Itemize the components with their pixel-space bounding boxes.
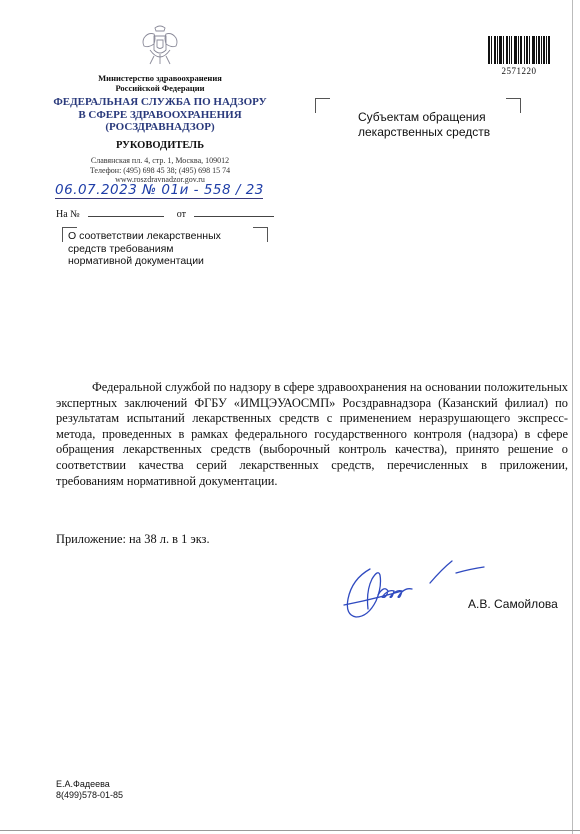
signer-name: А.В. Самойлова [468, 597, 558, 611]
subject-line: О соответствии лекарственных [68, 230, 221, 242]
subject-line: нормативной документации [68, 255, 204, 267]
executor-name: Е.А.Фадеева [56, 779, 110, 789]
attachment-note: Приложение: на 38 л. в 1 экз. [56, 532, 210, 546]
ministry-name [40, 73, 280, 93]
page-edge-bottom [0, 830, 580, 831]
subject-text [68, 230, 268, 268]
addressee-line: Субъектам обращения [358, 110, 486, 124]
ministry-line: Министерство здравоохранения [98, 73, 222, 83]
registration-handwritten: 06.07.2023 № 01и - 558 / 23 [55, 182, 264, 198]
ref-number-label: На № [56, 209, 80, 220]
address-line: Телефон: (495) 698 45 38; (495) 698 15 74 [89, 165, 231, 175]
ref-date-line [194, 207, 274, 217]
executor-phone: 8(499)578-01-85 [56, 790, 124, 800]
bracket-top-left [315, 98, 330, 113]
registration-line [55, 198, 263, 199]
reference-row [56, 207, 274, 220]
handwritten-signature [338, 555, 498, 623]
barcode [488, 36, 550, 64]
letter-body: Федеральной службой по надзору в сфере здравоохранения на основании положительных экспертных заключений ФГБУ «ИМЦЭУАОСМП» Росздравнадзора (Казанский филиал) по результатам испытаний лекарственных средств с применением неразрушающего экспресс-метода, проведенных в рамках федерального государственного контроля (надзора) в сфере обращения лекарственных средств (выборочный контроль качества), принято решение о соответствии качества серий лекарственных средств, перечисленных в приложении, требованиям нормативной документации. [56, 380, 568, 488]
service-name [40, 96, 280, 134]
barcode-number: 2571220 [501, 66, 537, 76]
website: www.roszdravnadzor.gov.ru [115, 175, 205, 184]
ministry-line: Российской Федерации [115, 83, 205, 93]
subject-line: средств требованиям [68, 242, 174, 255]
ref-date-label: от [176, 209, 186, 220]
service-line: (РОСЗДРАВНАДЗОР) [105, 121, 215, 133]
service-line: ФЕДЕРАЛЬНАЯ СЛУЖБА ПО НАДЗОРУ [53, 96, 267, 108]
ref-number-line [88, 207, 164, 217]
addressee [358, 110, 518, 140]
coat-of-arms-icon [140, 24, 180, 66]
head-title: РУКОВОДИТЕЛЬ [115, 140, 205, 151]
address-block [40, 156, 280, 185]
page-edge-right [572, 0, 573, 834]
addressee-line: лекарственных средств [358, 125, 491, 139]
service-line: В СФЕРЕ ЗДРАВООХРАНЕНИЯ [78, 108, 242, 121]
address-line: Славянская пл. 4, стр. 1, Москва, 109012 [90, 156, 230, 165]
